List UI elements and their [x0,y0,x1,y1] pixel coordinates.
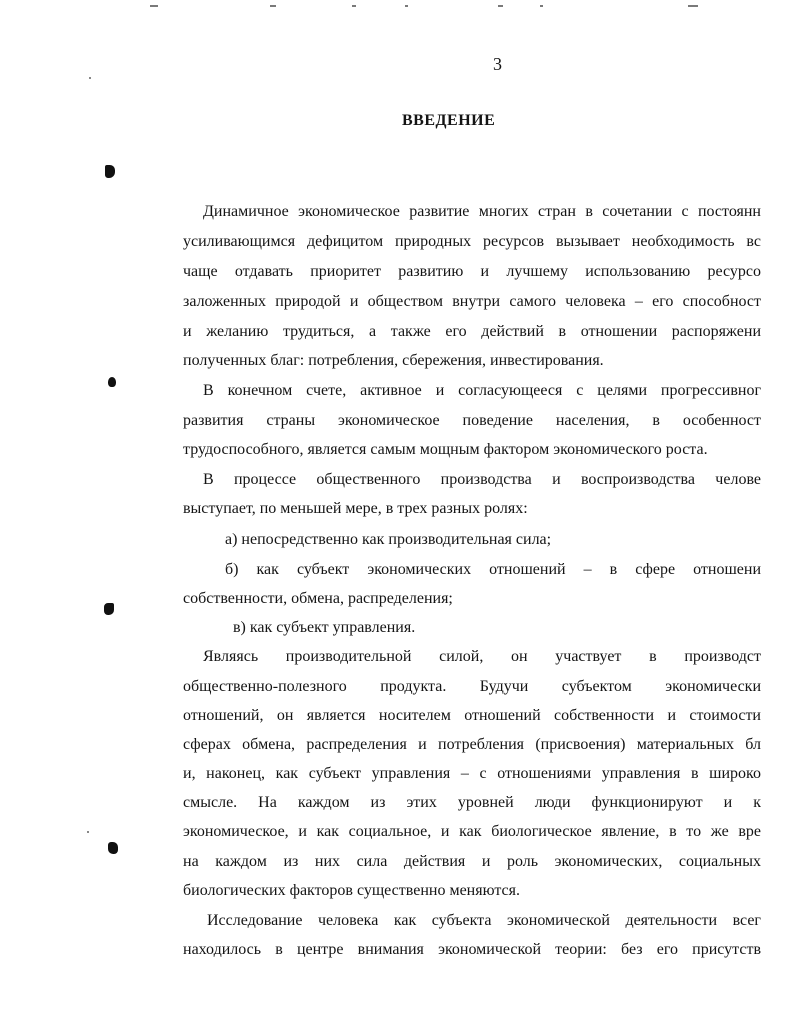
text-line: общественно-полезного продукта. Будучи субъектом экономически [183,678,761,695]
margin-mark [104,603,114,615]
text-line: усиливающимся дефицитом природных ресурсов вызывает необходимость вс [183,233,761,250]
margin-mark [105,165,115,178]
margin-dot [89,77,91,79]
list-item: в) как субъект управления. [233,619,416,636]
text-line: развития страны экономическое поведение населения, в особенност [183,412,761,429]
text-line: экономическое, и как социальное, и как биологическое явление, в то же вре [183,823,761,840]
text-line: отношений, он является носителем отношений собственности и стоимости [183,707,761,724]
text-line: Исследование человека как субъекта экономической деятельности всег [207,912,761,929]
text-line: смысле. На каждом из этих уровней люди функционируют и к [183,794,761,811]
text-line: В конечном счете, активное и согласующееся с целями прогрессивног [203,382,761,399]
scan-edge-artifacts [0,0,792,14]
page-number: 3 [493,54,502,74]
text-line: Являясь производительной силой, он участвует в производст [203,648,761,665]
margin-mark [108,377,116,387]
text-line: и, наконец, как субъект управления – с отношениями управления в широко [183,765,761,782]
text-line: биологических факторов существенно меняются. [183,882,520,899]
list-item: собственности, обмена, распределения; [183,590,453,607]
text-line: находилось в центре внимания экономической теории: без его присутств [183,941,761,958]
text-line: В процессе общественного производства и воспроизводства челове [203,471,761,488]
text-line: выступает, по меньшей мере, в трех разных ролях: [183,500,528,517]
text-line: чаще отдавать приоритет развитию и лучшему использованию ресурсо [183,263,761,280]
text-line: Динамичное экономическое развитие многих стран в сочетании с постоянн [203,203,761,220]
text-line: полученных благ: потребления, сбережения, инвестирования. [183,352,604,369]
text-line: заложенных природой и обществом внутри самого человека – его способност [183,293,761,310]
margin-dot [87,831,89,833]
text-line: трудоспособного, является самым мощным фактором экономического роста. [183,441,708,458]
list-item: б) как субъект экономических отношений – в сфере отношени [225,561,761,578]
text-line: сферах обмена, распределения и потребления (присвоения) материальных бл [183,736,761,753]
list-item: а) непосредственно как производительная сила; [225,531,552,548]
page-heading: ВВЕДЕНИЕ [402,112,496,129]
margin-mark [108,842,118,854]
text-line: на каждом из них сила действия и роль экономических, социальных [183,853,761,870]
text-line: и желанию трудиться, а также его действий в отношении распоряжени [183,323,761,340]
